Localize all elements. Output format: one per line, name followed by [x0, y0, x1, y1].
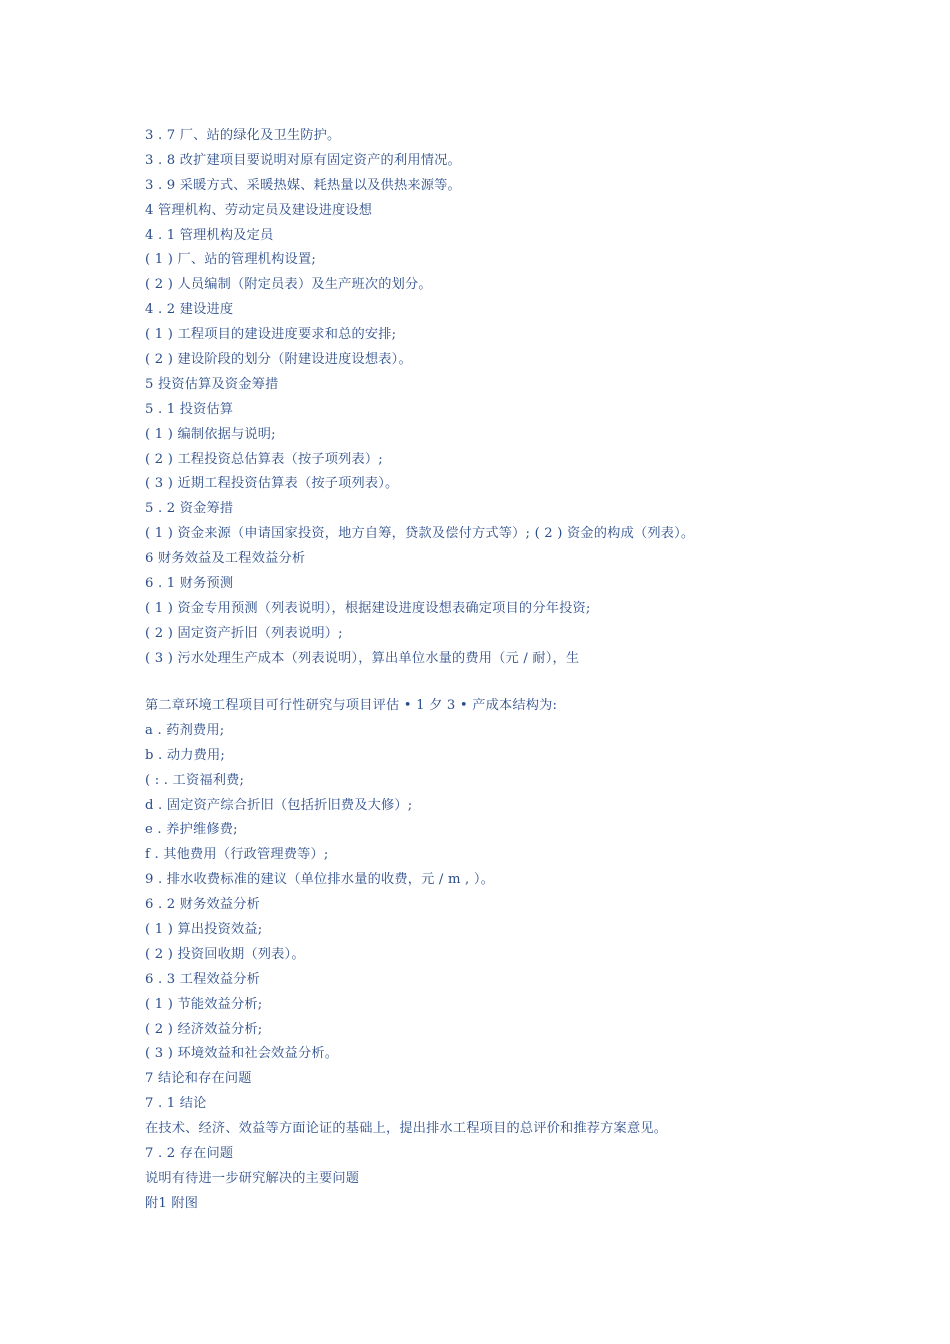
subsection-heading: 6 . 2 财务效益分析: [145, 897, 261, 913]
text-line: 9 . 排水收费标准的建议（单位排水量的收费，元 / m , ）。: [145, 872, 494, 888]
text-line: d . 固定资产综合折旧（包括折旧费及大修）;: [145, 797, 413, 813]
running-header-line: 第二章环境工程项目可行性研究与项目评估 • 1 夕 3 • 产成本结构为:: [145, 698, 558, 713]
appendix-line: 附1 附图: [145, 1195, 199, 1211]
subsection-heading: 5 . 2 资金筹措: [145, 501, 234, 517]
section-heading: 5 投资估算及资金筹措: [145, 376, 279, 392]
text-line: ( 2 ) 建设阶段的划分（附建设进度设想表）。: [145, 352, 412, 368]
text-line: 说明有待进一步研究解决的主要问题: [145, 1170, 360, 1186]
text-line: f . 其他费用（行政管理费等）;: [145, 847, 329, 863]
text-line: ( 1 ) 资金来源（申请国家投资，地方自筹，贷款及偿付方式等）; ( 2 ) 资金的构成（列表）。: [145, 526, 695, 542]
text-line: a . 药剂费用;: [145, 722, 225, 738]
text-line: b . 动力费用;: [145, 747, 226, 763]
text-line: ( 2 ) 投资回收期（列表）。: [145, 946, 305, 962]
subsection-heading: 7 . 2 存在问题: [145, 1146, 234, 1162]
subsection-heading: 4 . 2 建设进度: [145, 302, 234, 318]
text-line: ( 3 ) 环境效益和社会效益分析。: [145, 1046, 339, 1062]
text-line: ( 2 ) 工程投资总估算表（按子项列表）;: [145, 451, 383, 467]
subsection-heading: 5 . 1 投资估算: [145, 401, 234, 417]
text-line: ( 1 ) 厂、站的管理机构设置;: [145, 252, 316, 268]
section-heading: 6 财务效益及工程效益分析: [145, 551, 306, 567]
text-line: ( 2 ) 固定资产折旧（列表说明）;: [145, 625, 343, 641]
text-line: ( 1 ) 工程项目的建设进度要求和总的安排;: [145, 327, 397, 343]
text-line: ( : . 工资福利费;: [145, 772, 245, 788]
text-line: ( 1 ) 算出投资效益;: [145, 922, 263, 938]
text-line: ( 2 ) 经济效益分析;: [145, 1021, 263, 1037]
subsection-heading: 4 . 1 管理机构及定员: [145, 227, 274, 243]
text-block-lower: [145, 694, 925, 1217]
text-line: 3 . 7 厂、站的绿化及卫生防护。: [145, 128, 341, 143]
text-line: ( 1 ) 编制依据与说明;: [145, 426, 276, 442]
section-heading: 7 结论和存在问题: [145, 1071, 252, 1087]
text-block-upper: [145, 124, 925, 672]
text-line: ( 2 ) 人员编制（附定员表）及生产班次的划分。: [145, 277, 432, 293]
text-line: ( 1 ) 资金专用预测（列表说明），根据建设进度设想表确定项目的分年投资;: [145, 600, 591, 616]
subsection-heading: 6 . 1 财务预测: [145, 576, 234, 592]
text-line: ( 1 ) 节能效益分析;: [145, 996, 263, 1012]
subsection-heading: 6 . 3 工程效益分析: [145, 971, 261, 987]
text-line: 在技术、经济、效益等方面论证的基础上，提出排水工程项目的总评价和推荐方案意见。: [145, 1121, 668, 1137]
subsection-heading: 7 . 1 结论: [145, 1096, 207, 1112]
section-heading: 4 管理机构、劳动定员及建设进度设想: [145, 202, 373, 218]
text-line: 3 . 9 采暖方式、采暖热媒、耗热量以及供热来源等。: [145, 177, 461, 193]
text-line: ( 3 ) 近期工程投资估算表（按子项列表）。: [145, 476, 399, 492]
text-line: 3 . 8 改扩建项目要说明对原有固定资产的利用情况。: [145, 152, 461, 168]
text-line: e . 养护维修费;: [145, 822, 238, 838]
text-line: ( 3 ) 污水处理生产成本（列表说明），算出单位水量的费用（元 / 耐），生: [145, 650, 580, 666]
